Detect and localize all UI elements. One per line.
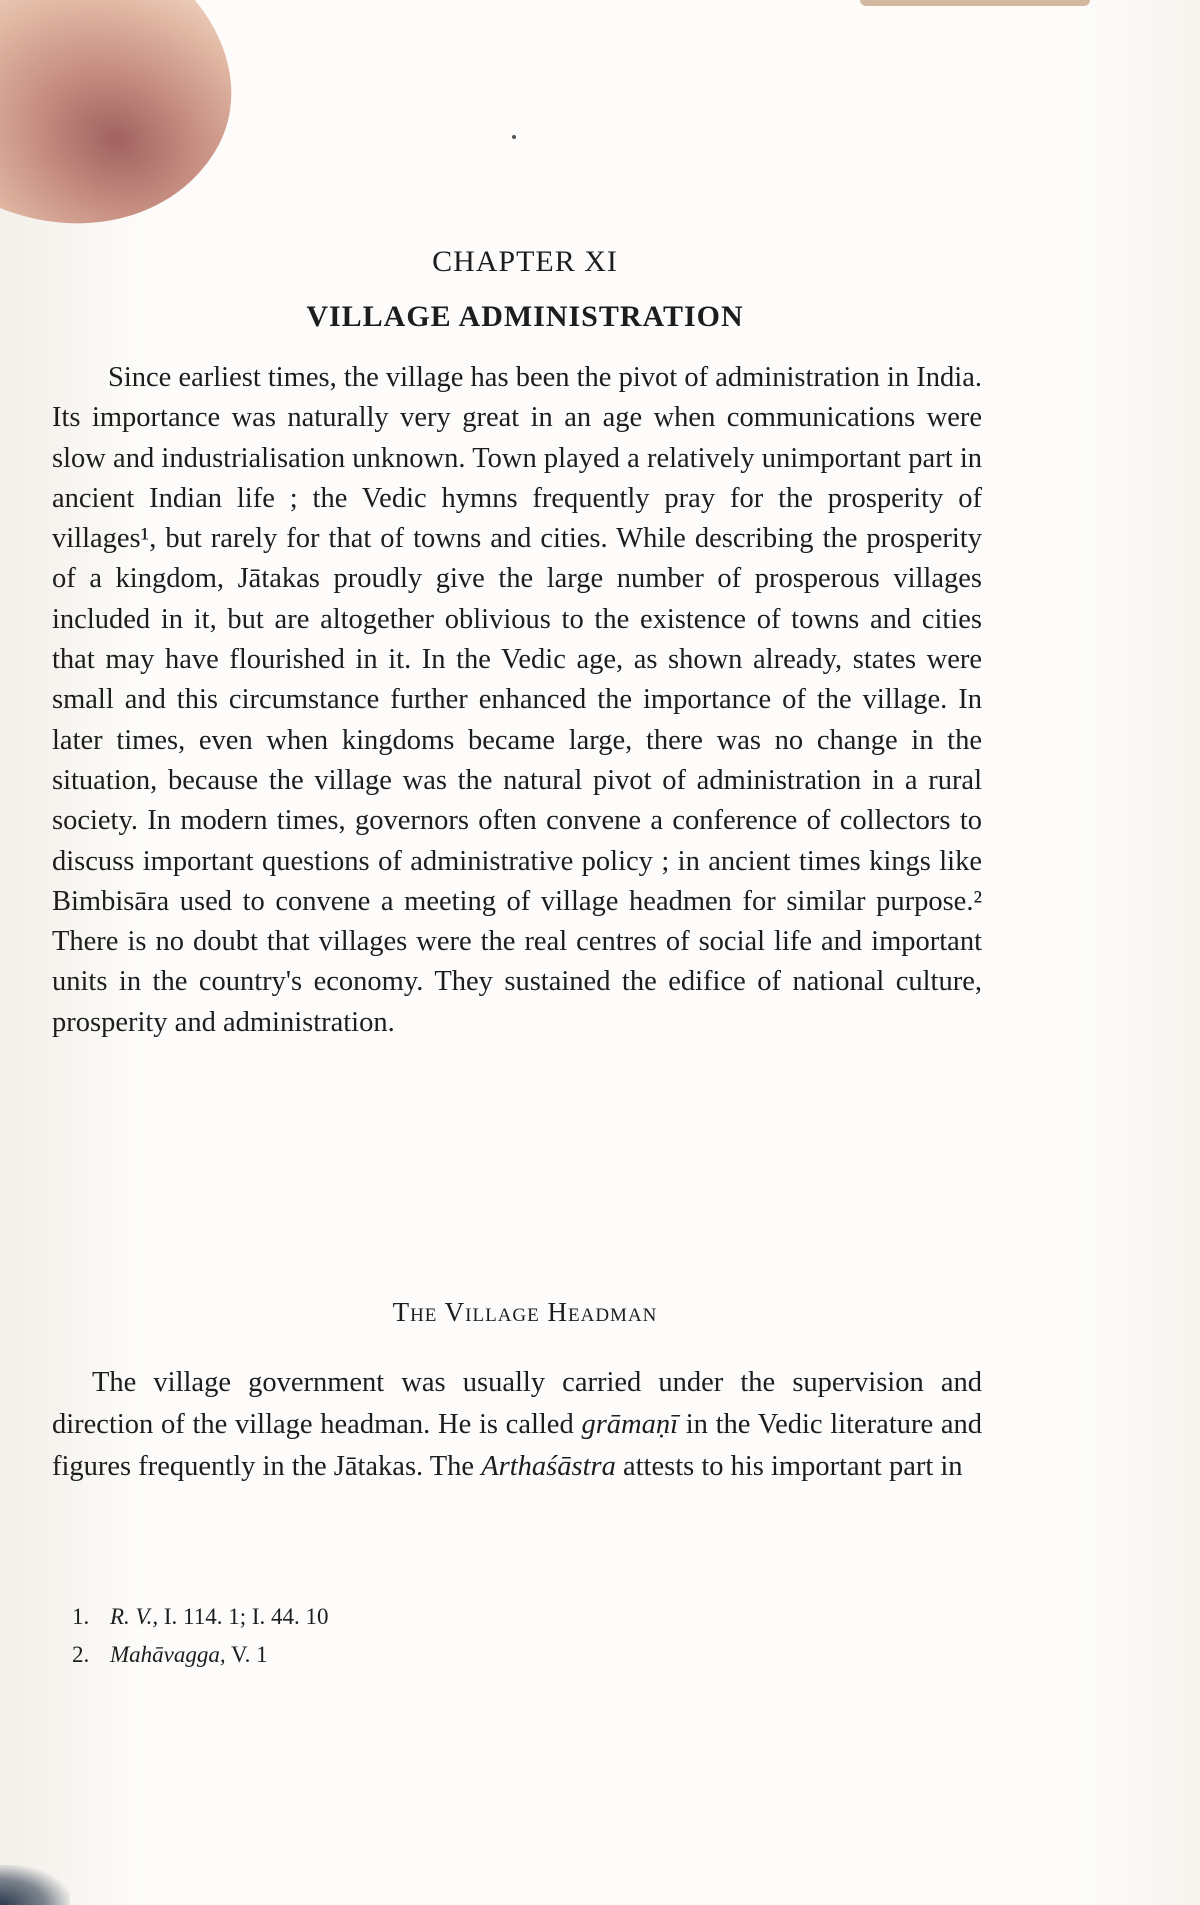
- footnote-2: [72, 1636, 329, 1674]
- footnote-source: Mahāvagga,: [110, 1642, 226, 1667]
- footnote-1: [72, 1598, 329, 1636]
- paragraph-2-part-3: attests to his important part in: [622, 1451, 963, 1482]
- footnote-reference: I. 114. 1; I. 44. 10: [163, 1604, 329, 1629]
- footnote-source: R. V.,: [110, 1604, 159, 1629]
- page-edge-strip: [860, 0, 1090, 6]
- paragraph-2-part-2: in the Vedic literature and figures frequently in the Jātakas. The: [52, 1409, 982, 1482]
- chapter-label: CHAPTER XI: [432, 245, 618, 278]
- term-gramani: grāmaṇī: [581, 1409, 679, 1440]
- term-arthasastra: Arthaśāstra: [481, 1451, 616, 1482]
- paragraph-2-part-1: The village government was usually carried under the supervision and direction of the village headman. He is called: [52, 1367, 982, 1440]
- footnote-number: 1.: [72, 1604, 90, 1629]
- chapter-title: VILLAGE ADMINISTRATION: [306, 300, 744, 333]
- footnotes: [72, 1598, 329, 1674]
- page-corner-shadow: [0, 1865, 70, 1905]
- thumb-shadow: [0, 0, 280, 286]
- section-heading: The Village Headman: [392, 1297, 658, 1327]
- body-paragraph-2: [52, 1362, 982, 1488]
- footnote-number: 2.: [72, 1642, 90, 1667]
- ink-speck: [512, 135, 516, 139]
- footnote-reference: V. 1: [230, 1642, 268, 1667]
- body-paragraph-1: Since earliest times, the village has been the pivot of administration in India. Its importance was naturally very great in an age when communications were slow and industrialisation unknown. Town played a relatively unimportant part in ancient Indian life ; the Vedic hymns frequently pray for the prosperity of villages¹, but rarely for that of towns and cities. While describing the prosperity of a kingdom, Jātakas proudly give the large number of prosperous villages included in it, but are altogether oblivious to the existence of towns and cities that may have flourished in it. In the Vedic age, as shown already, states were small and this circumstance further enhanced the importance of the village. In later times, even when kingdoms became large, there was no change in the situation, because the village was the natural pivot of administration in a rural society. In modern times, governors often convene a conference of collectors to discuss important questions of administrative policy ; in ancient times kings like Bimbisāra used to convene a meeting of village headmen for similar purpose.² There is no doubt that villages were the real centres of social life and important units in the country's economy. They sustained the edifice of national culture, prosperity and administration.: [52, 362, 982, 1038]
